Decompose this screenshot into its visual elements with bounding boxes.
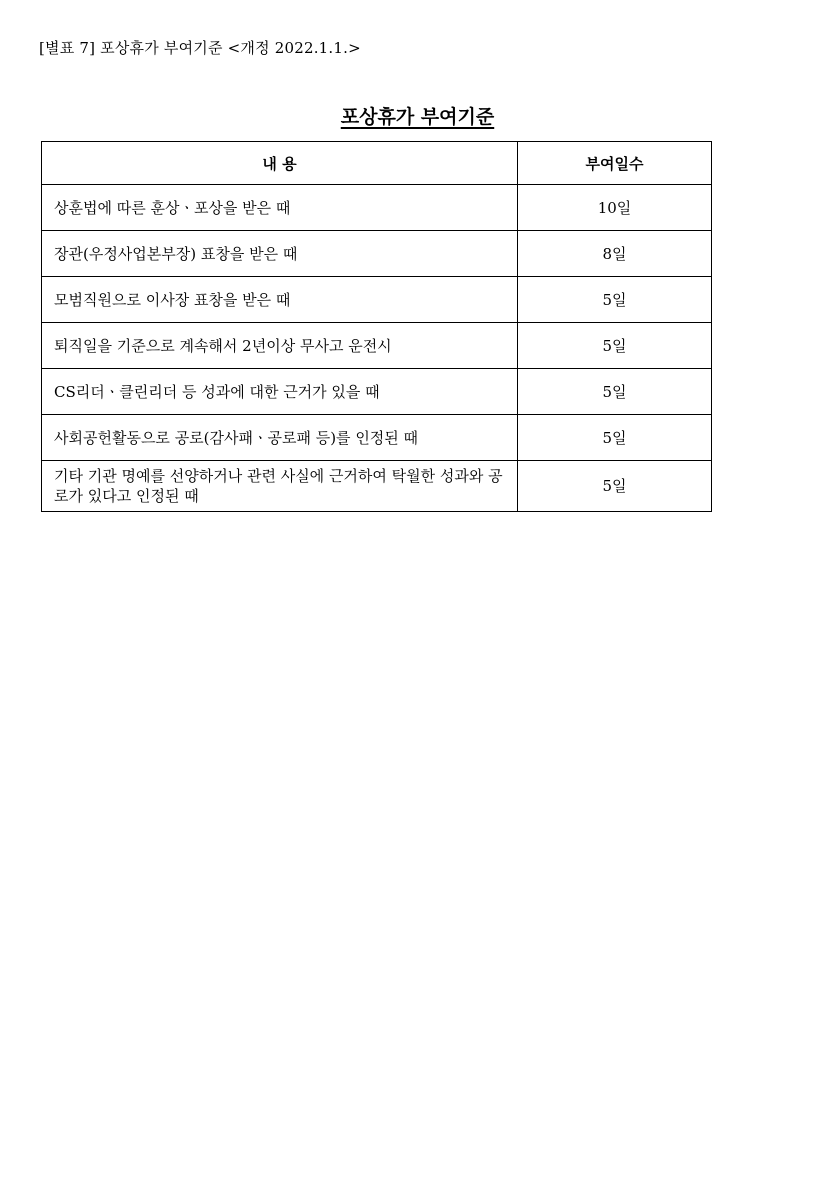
- row-days: 5일: [518, 415, 712, 461]
- row-days: 8일: [518, 231, 712, 277]
- document-title: [0, 104, 835, 130]
- document-title-text: 포상휴가 부여기준: [340, 106, 495, 128]
- reward-leave-table: [41, 141, 712, 512]
- table-row: [42, 277, 712, 323]
- table-row: [42, 461, 712, 512]
- row-days: 5일: [518, 369, 712, 415]
- table-row: [42, 369, 712, 415]
- row-content: 퇴직일을 기준으로 계속해서 2년이상 무사고 운전시: [42, 323, 518, 369]
- table-row: [42, 185, 712, 231]
- row-days: 10일: [518, 185, 712, 231]
- table-row: [42, 231, 712, 277]
- row-days: 5일: [518, 277, 712, 323]
- table-row: [42, 323, 712, 369]
- row-content: 기타 기관 명예를 선양하거나 관련 사실에 근거하여 탁월한 성과와 공로가 있다고 인정된 때: [42, 461, 518, 512]
- row-content: 장관(우정사업본부장) 표창을 받은 때: [42, 231, 518, 277]
- table-header-row: [42, 142, 712, 185]
- table-row: [42, 415, 712, 461]
- row-days: 5일: [518, 461, 712, 512]
- annex-header-note: [별표 7] 포상휴가 부여기준 <개정 2022.1.1.>: [39, 39, 361, 57]
- row-content: 모범직원으로 이사장 표창을 받은 때: [42, 277, 518, 323]
- row-content: CS리더ㆍ클린리더 등 성과에 대한 근거가 있을 때: [42, 369, 518, 415]
- header-content: 내 용: [42, 142, 518, 185]
- row-content: 사회공헌활동으로 공로(감사패ㆍ공로패 등)를 인정된 때: [42, 415, 518, 461]
- row-days: 5일: [518, 323, 712, 369]
- row-content: 상훈법에 따른 훈상ㆍ포상을 받은 때: [42, 185, 518, 231]
- header-days: 부여일수: [518, 142, 712, 185]
